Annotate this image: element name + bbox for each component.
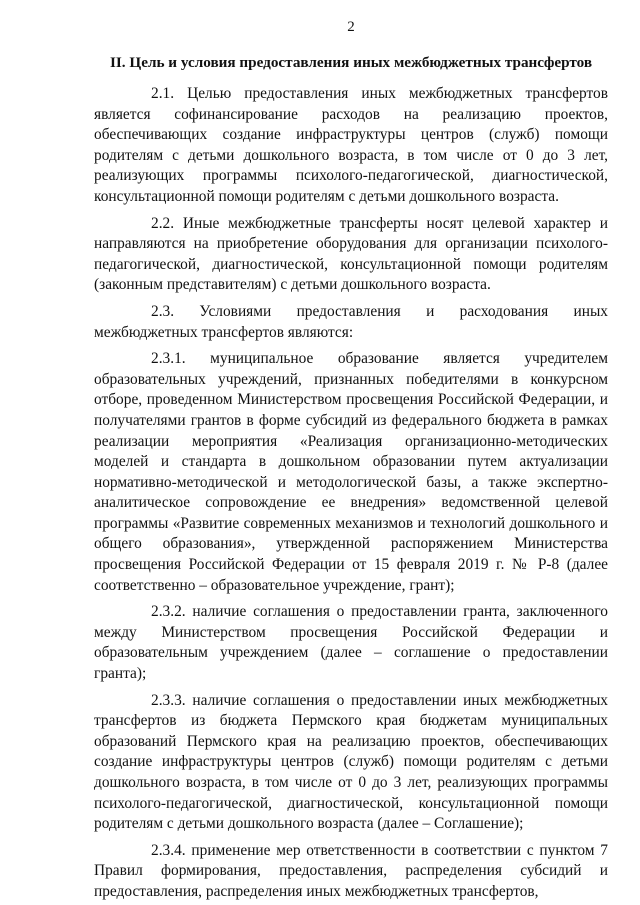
- paragraph-2-3-1: 2.3.1. муниципальное образование является учредителем образовательных учреждений, признанных победителями в конкурсном отборе, проведенном Министерством просвещения Российской Федерации, и получателями грантов в форме субсидий из федерального бюджета в рамках реализации мероприятия «Реализация организационно-методических моделей и стандарта в дошкольном образовании путем актуализации нормативно-методической и методологической базы, а также экспертно-аналитическое сопровождение ее внедрения» ведомственной целевой программы «Развитие современных механизмов и технологий дошкольного и общего образования», утвержденной распоряжением Министерства просвещения Российской Федерации от 15 февраля 2019 г. № Р-8 (далее соответственно – образовательное учреждение, грант);: [94, 350, 608, 594]
- section-heading: II. Цель и условия предоставления иных межбюджетных трансфертов: [109, 54, 593, 71]
- paragraph-2-3-3: 2.3.3. наличие соглашения о предоставлении иных межбюджетных трансфертов из бюджета Пермского края бюджетам муниципальных образований Пермского края на реализацию проектов, обеспечивающих создание инфраструктуры центров (служб) помощи родителям с детьми дошкольного возраста, в том числе от 0 до 3 лет, реализующих программы психолого-педагогической, диагностической, консультационной помощи родителям с детьми дошкольного возраста (далее – Соглашение);: [94, 691, 608, 833]
- paragraph-2-2: 2.2. Иные межбюджетные трансферты носят целевой характер и направляются на приобретение оборудования для организации психолого-педагогической, диагностической, консультационной помощи родителям (законным представителям) с детьми дошкольного возраста.: [94, 214, 608, 294]
- paragraph-2-3-2: 2.3.2. наличие соглашения о предоставлении гранта, заключенного между Министерством просвещения Российской Федерации и образовательным учреждением (далее – соглашение о предоставлении гранта);: [94, 603, 608, 683]
- paragraph-2-1: 2.1. Целью предоставления иных межбюджетных трансфертов является софинансирование расходов на реализацию проектов, обеспечивающих создание инфраструктуры центров (служб) помощи родителям с детьми дошкольного возраста, в том числе от 0 до 3 лет, реализующих программы психолого-педагогической, диагностической, консультационной помощи родителям с детьми дошкольного возраста.: [94, 85, 608, 205]
- paragraph-2-3-4: 2.3.4. применение мер ответственности в соответствии с пунктом 7 Правил формирования, предоставления, распределения субсидий и предоставления, распределения иных межбюджетных трансфертов,: [94, 841, 608, 900]
- paragraph-2-3: 2.3. Условиями предоставления и расходования иных межбюджетных трансфертов являются:: [94, 302, 608, 341]
- page-number: 2: [347, 19, 355, 35]
